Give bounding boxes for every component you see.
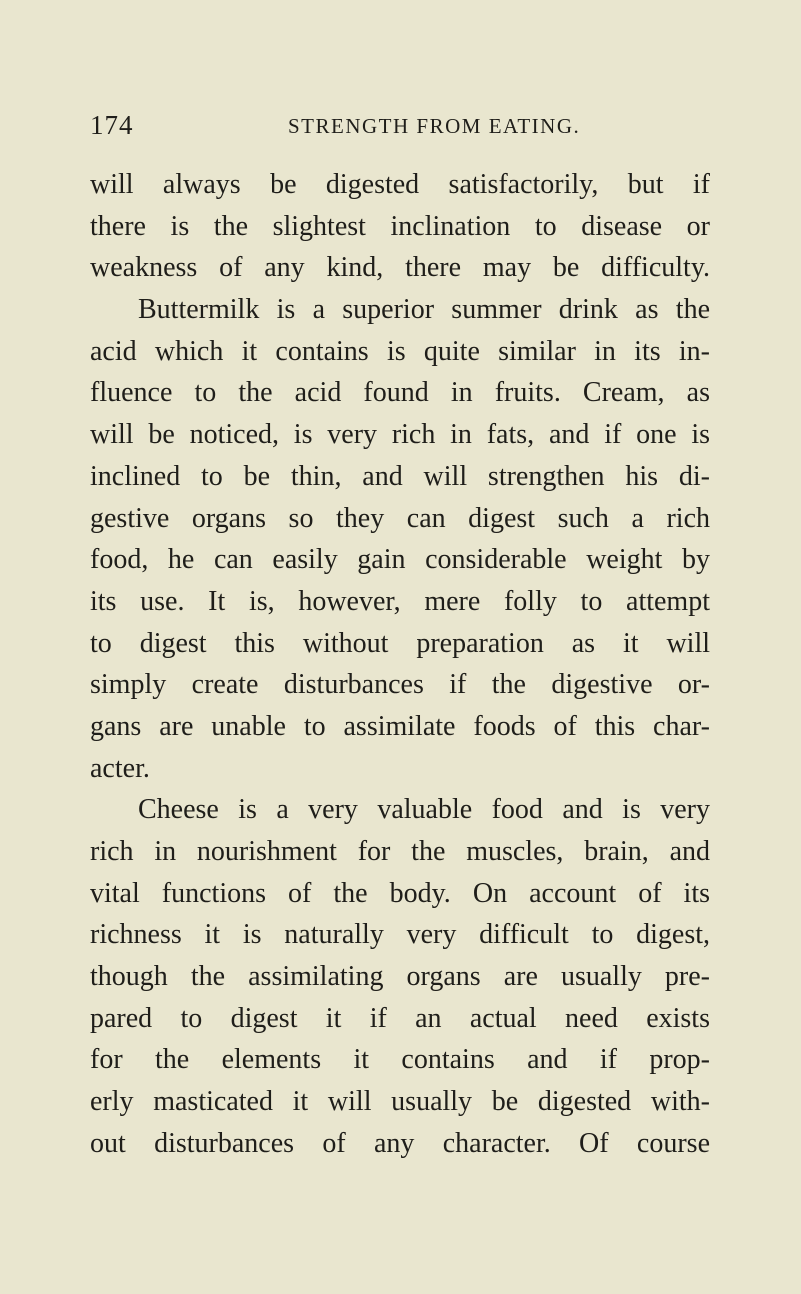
text-line: will always be digested satisfactorily, but if [90, 169, 710, 200]
text-line: out disturbances of any character. Of course [90, 1127, 710, 1159]
text-line: fluence to the acid found in fruits. Cream, as [90, 377, 710, 409]
text-line: acid which it contains is quite similar in its in- [90, 335, 710, 367]
text-line: simply create disturbances if the digestive or- [90, 669, 710, 701]
body-text [90, 164, 710, 1165]
page-header [90, 110, 710, 150]
text-line: there is the slightest inclination to disease or [90, 210, 710, 242]
text-line: acter. [90, 752, 150, 784]
text-line: Buttermilk is a superior summer drink as the [138, 294, 710, 326]
text-line: weakness of any kind, there may be difficulty. [90, 252, 710, 284]
page-number: 174 [90, 110, 134, 140]
text-line: vital functions of the body. On account of its [90, 877, 710, 909]
text-line: pared to digest it if an actual need exists [90, 1002, 710, 1034]
text-line: richness it is naturally very difficult to digest, [90, 919, 710, 951]
text-line: will be noticed, is very rich in fats, and if one is [90, 419, 710, 451]
text-line: inclined to be thin, and will strengthen his di- [90, 460, 710, 492]
running-head: STRENGTH FROM EATING. [288, 114, 581, 138]
text-line: rich in nourishment for the muscles, brain, and [90, 836, 710, 867]
text-line: food, he can easily gain considerable weight by [90, 544, 710, 576]
text-line: to digest this without preparation as it will [90, 627, 710, 659]
text-line: though the assimilating organs are usually pre- [90, 961, 710, 993]
text-line: gestive organs so they can digest such a rich [90, 502, 710, 534]
text-line: Cheese is a very valuable food and is very [138, 794, 710, 826]
text-line: erly masticated it will usually be digested with- [90, 1086, 710, 1118]
text-line: for the elements it contains and if prop- [90, 1044, 710, 1076]
text-line: its use. It is, however, mere folly to attempt [90, 585, 710, 617]
text-line: gans are unable to assimilate foods of this char- [90, 710, 710, 742]
